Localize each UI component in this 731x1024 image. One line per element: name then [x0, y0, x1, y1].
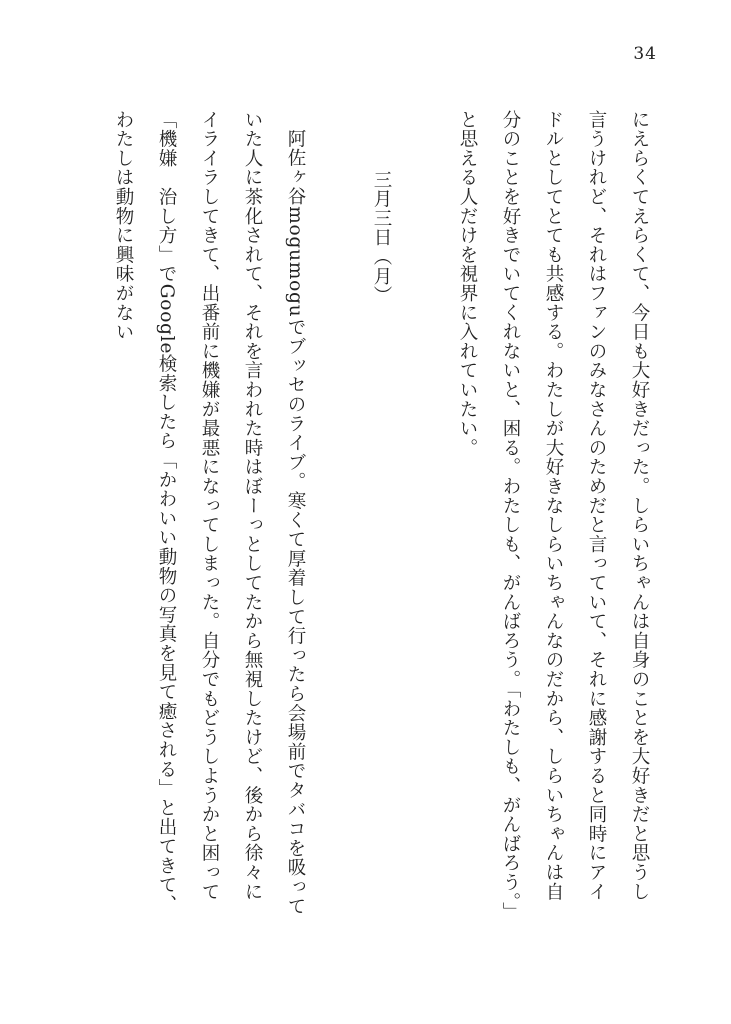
body-text	[102, 110, 661, 920]
paragraph: 阿佐ヶ谷mogumoguでブッセのライブ。寒くて厚着して行ったら会場前でタバコを吸っていた人に茶化されて、それを言われた時はぼーっとしてたから無視したけど、後から徐々にイライラしてきて、出番前に機嫌が最悪になってしまった。自分でもどうしようかと困って「機嫌 治し方」でGoogle検索したら「かわいい動物の写真を見て癒される」と出てきて、わたしは動物に興味がない	[113, 110, 306, 916]
paragraph-continuation: にえらくてえらくて、今日も大好きだった。しらいちゃんは自身のことを大好きだと思うし言うけれど、それはファンのみなさんのためだと言っていて、それに感謝すると同時にアイドルとしてとても共感する。わたしが大好きなしらいちゃんなのだから、しらいちゃんは自分のことを好きでいてくれないと、困る。わたしも、がんばろう。「わたしも、がんばろう。」と思える人だけを視界に入れていたい。	[457, 110, 650, 913]
blank-line	[403, 110, 446, 920]
date-heading: 三月三日（月）	[371, 170, 392, 306]
page-number: 34	[633, 44, 657, 64]
blank-line	[317, 110, 360, 920]
